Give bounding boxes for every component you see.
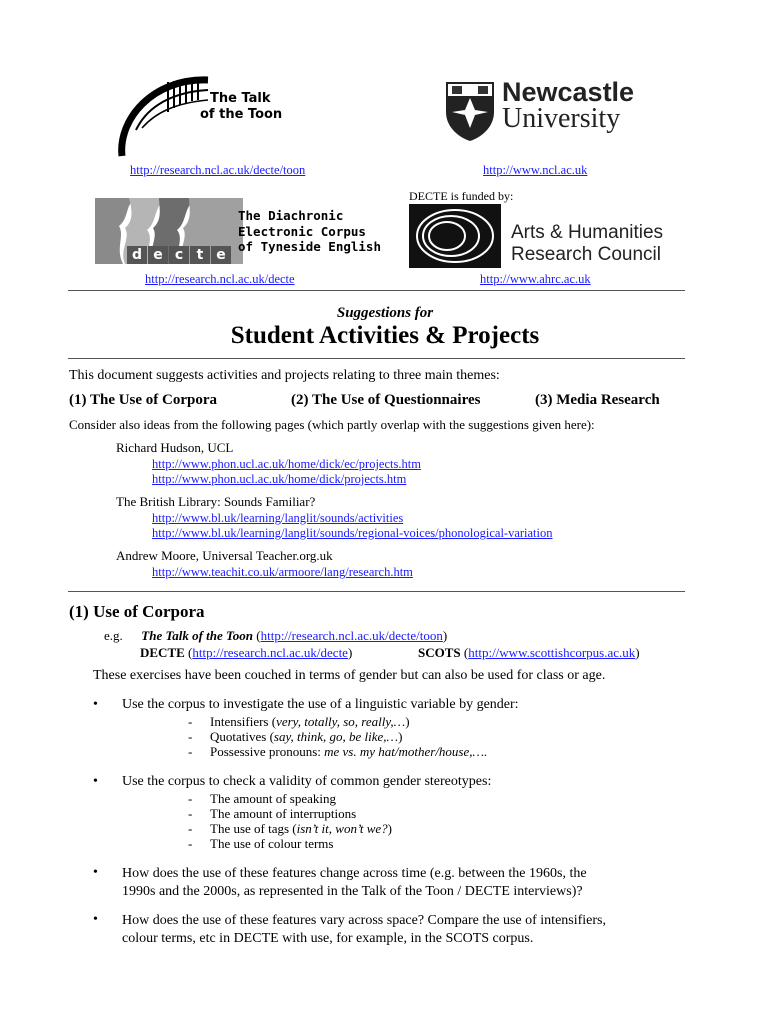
theme-corpora: (1) The Use of Corpora [69, 392, 218, 408]
decte-url-link[interactable]: http://research.ncl.ac.uk/decte [145, 272, 295, 286]
b2-item-2: - The amount of interruptions [188, 806, 392, 821]
decte-logo [95, 196, 385, 266]
toon-logo-line1: The Talk [210, 91, 271, 106]
toon-url-link[interactable]: http://research.ncl.ac.uk/decte/toon [130, 163, 306, 177]
toon-name: The Talk of the Toon [141, 628, 253, 643]
theme-media: (3) Media Research [535, 392, 660, 408]
ref-hudson-link-2[interactable]: http://www.phon.ucl.ac.uk/home/dick/projects.htm [152, 472, 407, 486]
ahrc-line2: Research Council [511, 244, 661, 265]
bullet-4: • [93, 912, 98, 927]
scots-name: SCOTS [418, 645, 461, 660]
ahrc-url-link[interactable]: http://www.ahrc.ac.uk [480, 272, 591, 286]
toon-logo-line2: of the Toon [200, 107, 283, 123]
bullet-3-line1: How does the use of these features change across time (e.g. between the 1960s, the [122, 866, 587, 881]
bridge-icon [112, 70, 212, 162]
page-title: Student Activities & Projects [230, 322, 540, 349]
bullet-4-line2: colour terms, etc in DECTE with use, for example, in the SCOTS corpus. [122, 931, 534, 946]
ref-moore-name: Andrew Moore, Universal Teacher.org.uk [116, 548, 333, 563]
b2-item-3: - The use of tags (isn’t it, won’t we?) [188, 821, 392, 836]
b2-item-1: - The amount of speaking [188, 791, 392, 806]
consider-text: Consider also ideas from the following pages (which partly overlap with the suggestions given here): [69, 417, 595, 432]
ref-moore-link-1[interactable]: http://www.teachit.co.uk/armoore/lang/research.htm [152, 565, 413, 579]
decte-letter-d: d [127, 246, 147, 264]
bullet-2-text: Use the corpus to check a validity of common gender stereotypes: [122, 774, 492, 789]
toon-logo [112, 70, 302, 162]
shield-icon [444, 80, 496, 142]
scots-link[interactable]: http://www.scottishcorpus.ac.uk [468, 645, 636, 660]
decte-letter-e: e [148, 246, 168, 264]
b1-item-1: - Intensifiers (very, totally, so, really,…) [188, 714, 487, 729]
bullet-2: • [93, 774, 98, 789]
b2-list [188, 791, 392, 851]
b1-item-2: - Quotatives (say, think, go, be like,…) [188, 729, 487, 744]
ahrc-mark-icon [409, 204, 501, 268]
ref-hudson-name: Richard Hudson, UCL [116, 440, 234, 455]
newcastle-logo [444, 77, 654, 146]
decte-line3: of Tyneside English [238, 239, 381, 255]
newcastle-line1: Newcastle [502, 77, 635, 107]
top-divider [68, 290, 685, 291]
ncl-url-link[interactable]: http://www.ncl.ac.uk [483, 163, 588, 177]
section-divider [68, 591, 685, 592]
decte-line2: Electronic Corpus [238, 223, 366, 239]
eg-label: e.g. [104, 628, 123, 643]
title-divider [68, 358, 685, 359]
bullet-1: • [93, 697, 98, 712]
b2-item-4: - The use of colour terms [188, 836, 392, 851]
exercises-text: These exercises have been couched in terms of gender but can also be used for class or age. [93, 668, 606, 683]
bullet-1-text: Use the corpus to investigate the use of a linguistic variable by gender: [122, 697, 519, 712]
theme-questionnaires: (2) The Use of Questionnaires [291, 392, 481, 408]
ref-bl-link-1[interactable]: http://www.bl.uk/learning/langlit/sounds/activities [152, 511, 404, 525]
intro-text: This document suggests activities and projects relating to three main themes: [69, 368, 500, 383]
suggestions-subtitle: Suggestions for [336, 305, 434, 321]
decte-line1: The Diachronic [238, 208, 344, 223]
decte-letter-c: c [169, 246, 189, 264]
ref-bl-name: The British Library: Sounds Familiar? [116, 494, 316, 509]
ref-bl-link-2[interactable]: http://www.bl.uk/learning/langlit/sounds/regional-voices/phonological-variation [152, 526, 553, 540]
funded-by-label: DECTE is funded by: [409, 189, 514, 203]
bullet-4-line1: How does the use of these features vary across space? Compare the use of intensifiers, [122, 913, 606, 928]
decte-name: DECTE [140, 645, 185, 660]
decte-letter-e2: e [211, 246, 231, 264]
b1-list [188, 714, 487, 759]
ref-hudson-link-1[interactable]: http://www.phon.ucl.ac.uk/home/dick/ec/projects.htm [152, 457, 421, 471]
bullet-3-line2: 1990s and the 2000s, as represented in the Talk of the Toon / DECTE interviews)? [122, 884, 583, 899]
b1-item-3: - Possessive pronouns: me vs. my hat/mother/house,…. [188, 744, 487, 759]
decte-letter-t: t [190, 246, 210, 264]
toon-link[interactable]: http://research.ncl.ac.uk/decte/toon [260, 628, 443, 643]
bullet-3: • [93, 865, 98, 880]
decte-link[interactable]: http://research.ncl.ac.uk/decte [192, 645, 348, 660]
section1-heading: (1) Use of Corpora [69, 602, 205, 621]
ahrc-logo [409, 204, 689, 270]
newcastle-line2: University [502, 103, 621, 134]
ahrc-line1: Arts & Humanities [511, 222, 664, 243]
